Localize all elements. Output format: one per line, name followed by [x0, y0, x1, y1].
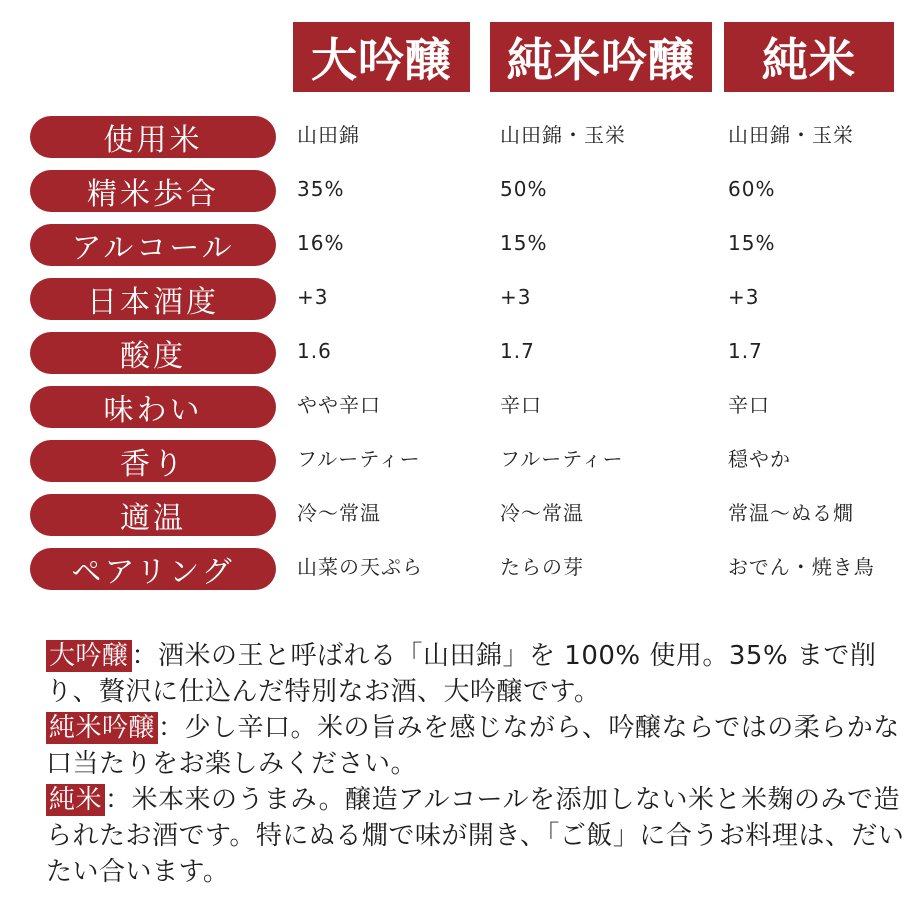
note-tag: 純米吟醸: [46, 712, 158, 744]
table-cell: +3: [500, 285, 532, 309]
row-label: アルコール: [30, 224, 276, 266]
table-cell: 1.7: [500, 339, 535, 363]
table-cell: やや辛口: [297, 393, 381, 417]
table-cell: 35%: [297, 177, 345, 201]
note-junmai: [46, 782, 906, 890]
table-row-taste: [30, 384, 910, 438]
note-text: ：米本来のうまみ。醸造アルコールを添加しない米と米麹のみで造られたお酒です。特にぬる燗で味が開き、「ご飯」に合うお料理は、だいたい合います。: [46, 785, 905, 887]
column-header-daiginjo: 大吟醸: [293, 22, 470, 92]
row-label: 精米歩合: [30, 170, 276, 212]
table-cell: 山田錦: [297, 123, 360, 147]
table-cell: 1.6: [297, 339, 332, 363]
table-cell: 穏やか: [728, 447, 791, 471]
table-row-pairing: [30, 546, 910, 600]
table-cell: +3: [728, 285, 760, 309]
row-label: ペアリング: [30, 548, 276, 590]
table-cell: 山田錦・玉栄: [728, 123, 854, 147]
note-daiginjo: [46, 638, 906, 710]
note-text: ：酒米の王と呼ばれる「山田錦」を 100% 使用。35% まで削り、贅沢に仕込んだ特別なお酒、大吟醸です。: [46, 641, 877, 707]
note-text: ：少し辛口。米の旨みを感じながら、吟醸ならではの柔らかな口当たりをお楽しみください。: [46, 713, 900, 779]
table-cell: 常温〜ぬる燗: [728, 501, 854, 525]
table-cell: 60%: [728, 177, 776, 201]
row-label: 香り: [30, 440, 276, 482]
table-row-alcohol: [30, 222, 910, 276]
table-cell: 山田錦・玉栄: [500, 123, 626, 147]
row-label: 使用米: [30, 116, 276, 158]
table-row-polishing-ratio: [30, 168, 910, 222]
description-notes: [46, 638, 906, 890]
comparison-table: [30, 114, 910, 600]
row-label: 適温: [30, 494, 276, 536]
table-cell: 冷〜常温: [297, 501, 381, 525]
table-cell: 冷〜常温: [500, 501, 584, 525]
table-cell: 16%: [297, 231, 345, 255]
table-row-rice: [30, 114, 910, 168]
row-label: 味わい: [30, 386, 276, 428]
table-cell: 辛口: [500, 393, 542, 417]
table-cell: フルーティー: [500, 447, 624, 471]
table-row-serving-temperature: [30, 492, 910, 546]
column-header-junmai-ginjo: 純米吟醸: [490, 22, 712, 92]
note-junmai-ginjo: [46, 710, 906, 782]
table-cell: おでん・焼き鳥: [728, 555, 875, 579]
table-cell: フルーティー: [297, 447, 421, 471]
table-cell: +3: [297, 285, 329, 309]
note-tag: 純米: [46, 784, 105, 816]
row-label: 酸度: [30, 332, 276, 374]
table-cell: 15%: [728, 231, 776, 255]
table-row-aroma: [30, 438, 910, 492]
note-tag: 大吟醸: [46, 640, 132, 672]
table-row-sake-meter: [30, 276, 910, 330]
table-cell: 辛口: [728, 393, 770, 417]
table-cell: 1.7: [728, 339, 763, 363]
table-row-acidity: [30, 330, 910, 384]
table-cell: 50%: [500, 177, 548, 201]
table-cell: 山菜の天ぷら: [297, 555, 423, 579]
column-header-junmai: 純米: [724, 22, 894, 92]
row-label: 日本酒度: [30, 278, 276, 320]
table-cell: たらの芽: [500, 555, 584, 579]
table-cell: 15%: [500, 231, 548, 255]
